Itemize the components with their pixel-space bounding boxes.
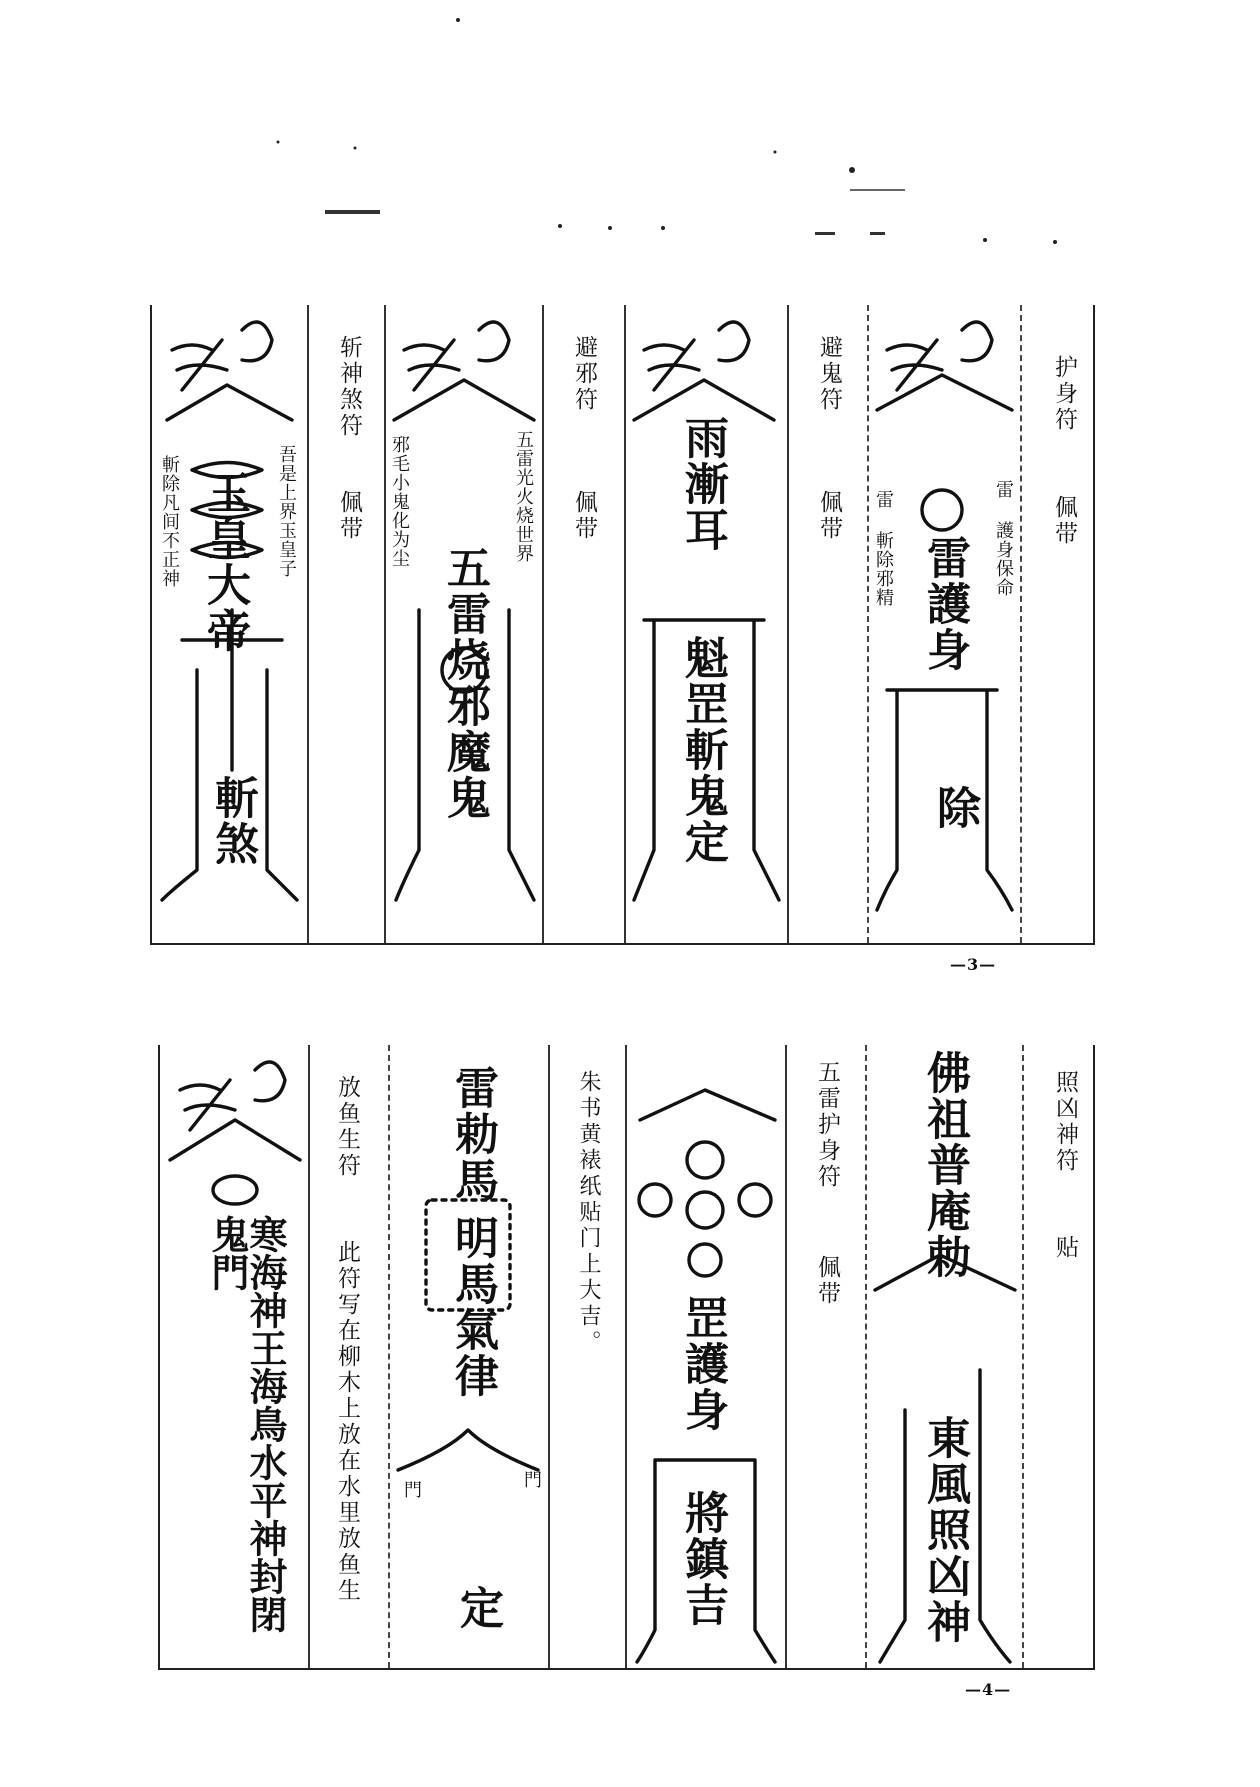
zhaoxiong-name: 照凶神符	[1052, 1070, 1078, 1174]
zhanshensha-side-right: 吾是上界玉皇子	[276, 445, 297, 578]
door-main-text: 雷勅馬	[447, 1065, 498, 1203]
divider	[542, 305, 544, 943]
bigui-inner-text: 魁罡斬鬼定	[677, 635, 728, 865]
divider	[1022, 1045, 1024, 1668]
hushen-name: 护身符	[1051, 355, 1077, 433]
page-number-bottom: —4—	[965, 1680, 1012, 1699]
bigui-usage: 佩带	[816, 490, 842, 542]
hushen-side-left: 雷 斬除邪精	[873, 490, 894, 607]
hushen-side-right: 雷 護身保命	[993, 480, 1014, 597]
zhanshensha-main-text: 玉皇大帝	[199, 470, 250, 654]
fangyu-main-text: 寒海神王海鳥水平神封閉鬼門	[205, 1215, 288, 1633]
bixie-usage: 佩带	[571, 490, 597, 542]
top-talisman-panel	[150, 305, 1095, 945]
door-right-label: 門	[521, 1470, 542, 1489]
zhaoxiong-inner-text: 東風照凶神	[919, 1415, 970, 1645]
divider	[1020, 305, 1022, 943]
zhanshensha-usage: 佩带	[336, 490, 362, 542]
zhaoxiong-main-text: 佛祖普庵勅	[919, 1050, 970, 1280]
wulei-main-text: 罡護身	[677, 1295, 728, 1433]
zhaoxiong-usage: 贴	[1052, 1235, 1078, 1261]
wulei-usage: 佩带	[814, 1255, 840, 1307]
divider	[785, 1045, 787, 1668]
divider	[787, 305, 789, 943]
door-left-label: 門	[401, 1480, 422, 1499]
zhanshensha-inner-text: 斬煞	[207, 775, 258, 867]
wulei-inner-text: 將鎮吉	[677, 1490, 728, 1628]
hushen-bottom-text: 除	[929, 785, 980, 831]
door-inner-text: 明馬氣律	[447, 1215, 498, 1399]
zhanshensha-side-left: 斬除凡间不正神	[159, 455, 180, 588]
fangyu-name: 放鱼生符	[334, 1075, 360, 1179]
fangyu-usage: 此符写在柳木上放在水里放鱼生	[334, 1240, 360, 1604]
hushen-usage: 佩带	[1051, 495, 1077, 547]
divider	[548, 1045, 550, 1668]
bixie-side-right: 五雷光火烧世界	[513, 430, 534, 563]
bigui-main-text: 雨漸耳	[677, 415, 728, 553]
bigui-name: 避鬼符	[816, 335, 842, 413]
door-ending: 定	[452, 1585, 503, 1631]
bixie-name: 避邪符	[571, 335, 597, 413]
scan-specks	[0, 0, 1260, 260]
hushen-main-text: 雷護身	[919, 535, 970, 673]
zhanshensha-name: 斩神煞符	[336, 335, 362, 439]
wulei-name: 五雷护身符	[814, 1060, 840, 1190]
divider	[308, 1045, 310, 1668]
door-note: 朱书黄裱纸贴门上大吉。	[576, 1070, 601, 1356]
bottom-talisman-panel	[158, 1045, 1095, 1670]
bixie-main-text: 五雷烧邪魔鬼	[439, 545, 490, 821]
page-number-top: —3—	[950, 955, 997, 974]
divider	[307, 305, 309, 943]
bixie-side-left: 邪毛小鬼化为尘	[389, 435, 410, 568]
